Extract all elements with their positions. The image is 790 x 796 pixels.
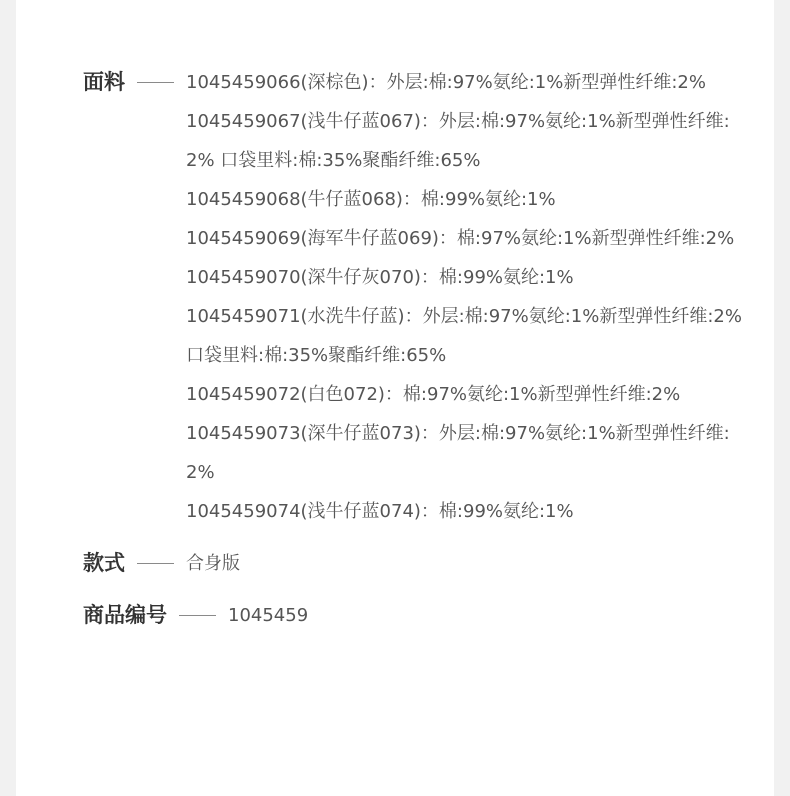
fabric-line: 1045459074(浅牛仔蓝074)：棉:99%氨纶:1% — [186, 501, 574, 522]
spec-separator — [137, 82, 174, 83]
spec-label-fabric: 面料 — [83, 70, 125, 94]
spec-row-style — [83, 544, 743, 583]
spec-value-style: 合身版 — [186, 553, 240, 574]
fabric-line: 1045459072(白色072)：棉:97%氨纶:1%新型弹性纤维:2% — [186, 384, 681, 405]
fabric-line: 1045459070(深牛仔灰070)：棉:99%氨纶:1% — [186, 267, 574, 288]
spec-separator — [179, 615, 216, 616]
fabric-line: 1045459071(水洗牛仔蓝)：外层:棉:97%氨纶:1%新型弹性纤维:2% 口袋里料:棉:35%聚酯纤维:65% — [186, 306, 742, 366]
spec-label-style: 款式 — [83, 551, 125, 575]
fabric-line: 1045459069(海军牛仔蓝069)：棉:97%氨纶:1%新型弹性纤维:2% — [186, 228, 735, 249]
spec-label-item-number: 商品编号 — [83, 603, 167, 627]
spec-value-item-number: 1045459 — [228, 605, 309, 626]
spec-row-fabric — [83, 63, 743, 531]
fabric-line: 1045459066(深棕色)：外层:棉:97%氨纶:1%新型弹性纤维:2% — [186, 72, 706, 93]
spec-separator — [137, 563, 174, 564]
fabric-line: 1045459068(牛仔蓝068)：棉:99%氨纶:1% — [186, 189, 556, 210]
spec-row-item-number — [83, 596, 743, 635]
fabric-line: 1045459073(深牛仔蓝073)：外层:棉:97%氨纶:1%新型弹性纤维:2% — [186, 423, 730, 483]
product-spec-card — [16, 0, 774, 796]
spec-value-fabric — [186, 63, 743, 531]
spec-list — [83, 63, 743, 635]
fabric-line: 1045459067(浅牛仔蓝067)：外层:棉:97%氨纶:1%新型弹性纤维:2% 口袋里料:棉:35%聚酯纤维:65% — [186, 111, 730, 171]
